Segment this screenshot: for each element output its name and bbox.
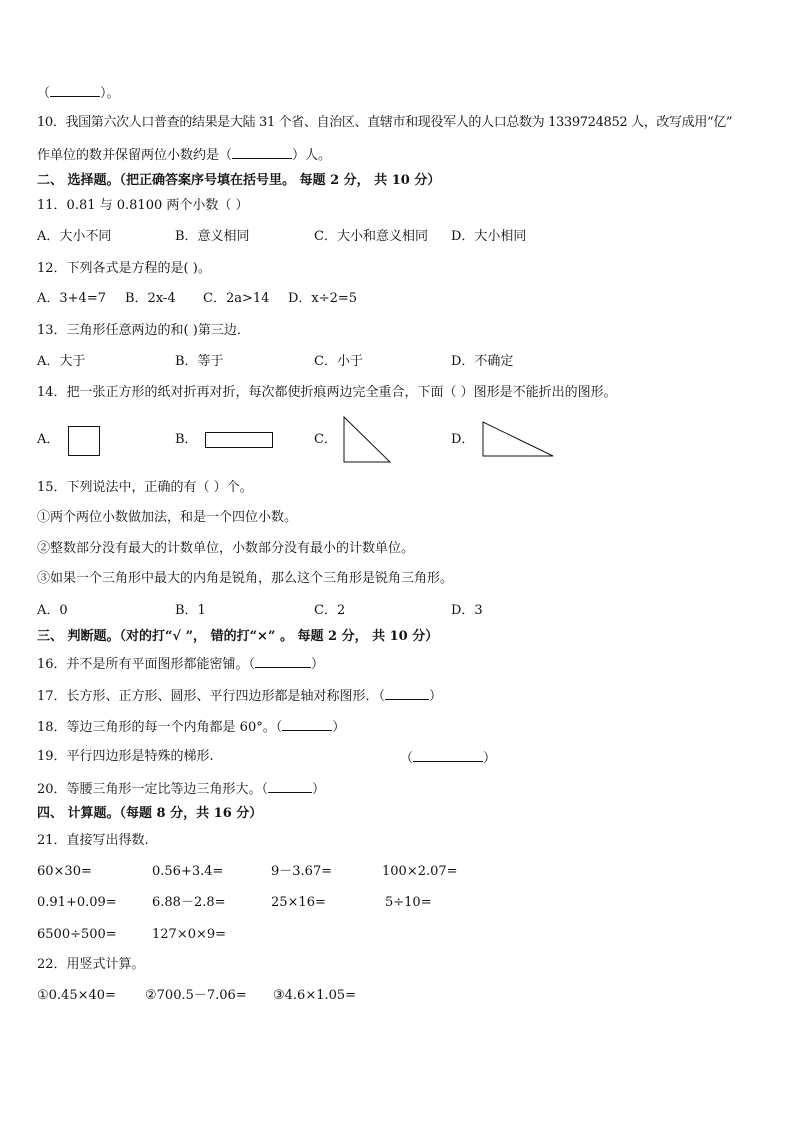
q10-line2-tail: ）人。 (292, 148, 332, 163)
q22-item-2: ②700.5－7.06= (145, 988, 247, 1003)
q19-text: 19．平行四边形是特殊的梯形. (37, 749, 214, 764)
q9-open-paren: （ (37, 86, 51, 101)
q14-option-c-label[interactable]: C． (314, 432, 337, 447)
q21-item: 6500÷500= (37, 927, 117, 942)
q15-option-d[interactable]: D．3 (451, 603, 483, 618)
q17-text: 17．长方形、正方形、圆形、平行四边形都是轴对称图形．（ (37, 689, 386, 704)
q19-open: （ (400, 751, 414, 766)
section4-title: 四、 计算题。（每题 8 分，共 16 分） (37, 806, 263, 821)
q13-stem: 13．三角形任意两边的和( )第三边． (37, 323, 250, 338)
q21-item: 100×2.07= (382, 864, 458, 879)
q17-answer-blank[interactable] (385, 687, 429, 700)
q21-stem: 21．直接写出得数. (37, 833, 149, 848)
q21-row-3 (37, 926, 774, 944)
q20-answer-blank[interactable] (268, 780, 312, 793)
q16-answer-blank[interactable] (255, 655, 311, 668)
q15-statement-3: ③如果一个三角形中最大的内角是锐角，那么这个三角形是锐角三角形。 (37, 571, 454, 586)
q18-answer-blank[interactable] (282, 718, 332, 731)
q20-close: ） (312, 782, 326, 797)
section3-title: 三、 判断题。（对的打“√ ”， 错的打“×” 。 每题 2 分， 共 10 分） (37, 629, 439, 644)
q21-item: 5÷10= (385, 895, 432, 910)
q9-close-paren: ）。 (100, 86, 120, 101)
q16-text: 16．并不是所有平面图形都能密铺。（ (37, 657, 256, 672)
q10-line2 (37, 146, 331, 164)
section2-title: 二、 选择题。（把正确答案序号填在括号里。 每题 2 分， 共 10 分） (37, 173, 441, 188)
q10-line2-text: 作单位的数并保留两位小数约是（ (37, 148, 233, 163)
q21-item: 0.91+0.09= (37, 895, 117, 910)
q21-item: 60×30= (37, 864, 92, 879)
q21-item: 127×0×9= (152, 927, 227, 942)
q11-options (37, 228, 774, 246)
q14-rectangle-figure (205, 432, 273, 448)
q22-items (37, 987, 774, 1005)
q15-option-a[interactable]: A．0 (37, 603, 68, 618)
q14-stem: 14．把一张正方形的纸对折再对折，每次都使折痕两边完全重合，下面（ ）图形是不能折出的图形。 (37, 385, 617, 400)
q16-line (37, 655, 324, 673)
q14-right-triangle-figure (340, 415, 394, 465)
q12-option-a[interactable]: A．3+4=7 (37, 291, 106, 306)
q22-item-1: ①0.45×40= (37, 988, 116, 1003)
q12-stem: 12．下列各式是方程的是( )。 (37, 261, 211, 276)
q13-options (37, 353, 774, 371)
q12-option-c[interactable]: C．2a>14 (203, 291, 270, 306)
q15-statement-1: ①两个两位小数做加法，和是一个四位小数。 (37, 510, 298, 525)
q14-obtuse-triangle-figure (480, 420, 556, 460)
q15-option-c[interactable]: C．2 (314, 603, 346, 618)
q11-stem: 11．0.81 与 0.8100 两个小数（ ） (37, 198, 249, 213)
q11-option-c[interactable]: C．大小和意义相同 (314, 229, 428, 244)
q20-line (37, 780, 325, 798)
q19-answer (400, 749, 496, 767)
q11-option-b[interactable]: B．意义相同 (175, 229, 250, 244)
q14-option-d-label[interactable]: D． (451, 432, 475, 447)
q11-option-a[interactable]: A．大小不同 (37, 229, 112, 244)
q18-text: 18．等边三角形的每一个内角都是 60°。（ (37, 720, 283, 735)
q9-answer-line (37, 84, 120, 102)
q12-options (37, 290, 774, 308)
q14-options (37, 431, 774, 449)
q14-option-a-label[interactable]: A． (37, 432, 60, 447)
q20-text: 20．等腰三角形一定比等边三角形大。（ (37, 782, 269, 797)
q14-option-b-label[interactable]: B． (175, 432, 198, 447)
q13-option-c[interactable]: C．小于 (314, 354, 363, 369)
q9-answer-blank[interactable] (50, 84, 100, 97)
q12-option-b[interactable]: B．2x-4 (125, 291, 176, 306)
q14-square-figure (68, 426, 100, 456)
q11-option-d[interactable]: D．大小相同 (451, 229, 527, 244)
q13-option-b[interactable]: B．等于 (175, 354, 224, 369)
q19-answer-blank[interactable] (413, 749, 483, 762)
q10-answer-blank[interactable] (232, 146, 292, 159)
q15-statement-2: ②整数部分没有最大的计数单位，小数部分没有最小的计数单位。 (37, 541, 415, 556)
q17-close: ） (429, 689, 443, 704)
q21-item: 0.56+3.4= (152, 864, 224, 879)
q18-line (37, 718, 345, 736)
q19-close: ） (483, 751, 497, 766)
q21-row-1 (37, 863, 774, 881)
q22-item-3: ③4.6×1.05= (273, 988, 357, 1003)
q15-option-b[interactable]: B．1 (175, 603, 206, 618)
q17-line (37, 687, 442, 705)
q10-line1: 10．我国第六次人口普查的结果是大陆 31 个省、自治区、直辖市和现役军人的人口总数为 1339724852 人，改写成用“亿” (37, 115, 733, 130)
q13-option-a[interactable]: A．大于 (37, 354, 86, 369)
q21-item: 9－3.67= (271, 864, 333, 879)
q21-row-2 (37, 894, 774, 912)
q18-close: ） (332, 720, 346, 735)
q15-options (37, 602, 774, 620)
q12-option-d[interactable]: D．x÷2=5 (288, 291, 358, 306)
q16-close: ） (311, 657, 325, 672)
q15-stem: 15．下列说法中，正确的有（ ）个。 (37, 480, 253, 495)
q22-stem: 22．用竖式计算。 (37, 957, 145, 972)
q21-item: 25×16= (271, 895, 326, 910)
q13-option-d[interactable]: D．不确定 (451, 354, 514, 369)
q21-item: 6.88－2.8= (152, 895, 226, 910)
